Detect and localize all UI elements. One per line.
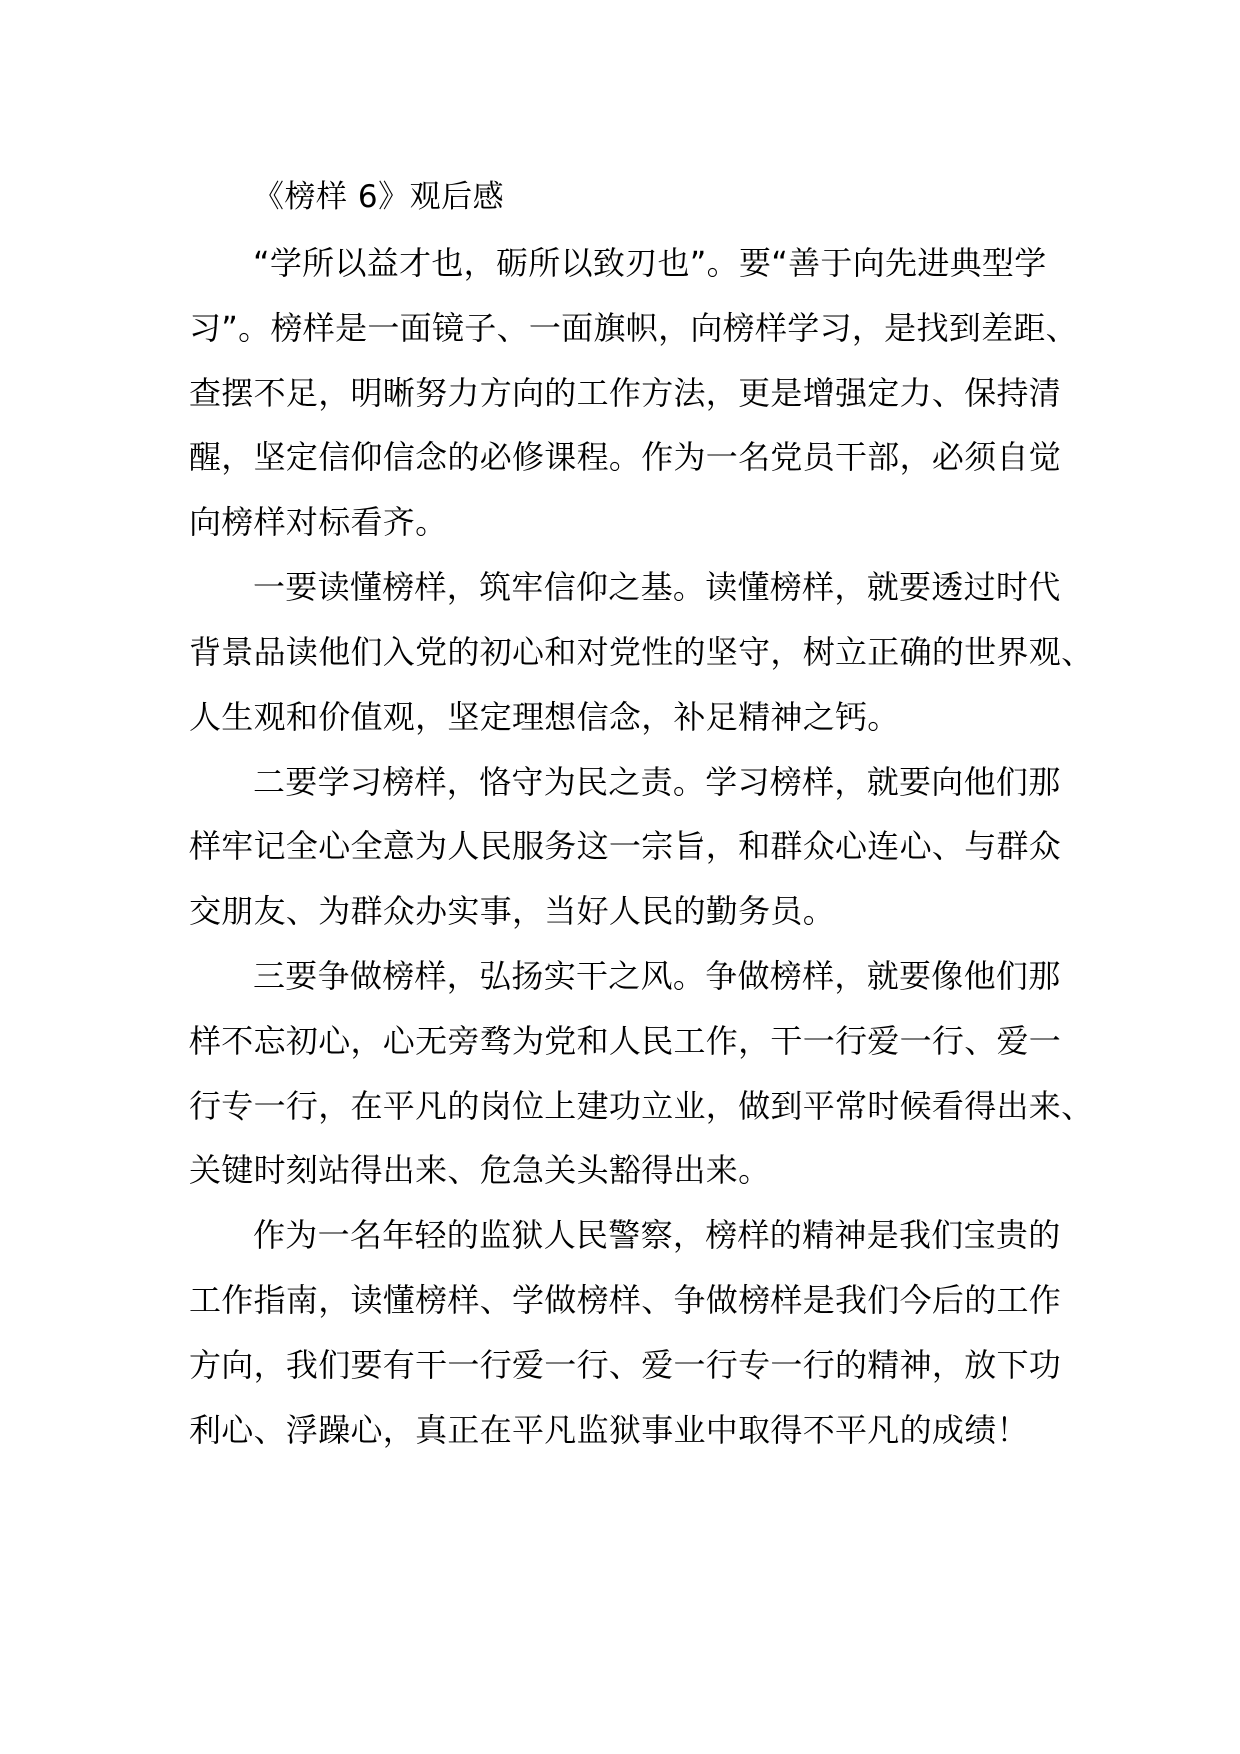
text-line: 样牢记全心全意为人民服务这一宗旨，和群众心连心、与群众 [189,827,1062,865]
text-line: 利心、浮躁心，真正在平凡监狱事业中取得不平凡的成绩！ [189,1411,1029,1449]
text-line: 三要争做榜样，弘扬实干之风。争做榜样，就要像他们那 [253,957,1061,995]
text-line: 向榜样对标看齐。 [189,503,448,541]
text-line: 二要学习榜样，恪守为民之责。学习榜样，就要向他们那 [253,763,1061,801]
text-line: 工作指南，读懂榜样、学做榜样、争做榜样是我们今后的工作 [189,1281,1062,1319]
text-line: 一要读懂榜样，筑牢信仰之基。读懂榜样，就要透过时代 [253,568,1061,606]
text-line: 醒，坚定信仰信念的必修课程。作为一名党员干部，必须自觉 [189,438,1062,476]
text-line: 样不忘初心，心无旁骛为党和人民工作，干一行爱一行、爱一 [189,1022,1062,1060]
text-line: 背景品读他们入党的初心和对党性的坚守，树立正确的世界观、 [189,633,1094,671]
text-line: 关键时刻站得出来、危急关头豁得出来。 [189,1151,771,1189]
text-line: 人生观和价值观，坚定理想信念，补足精神之钙。 [189,698,900,736]
text-line: “学所以益才也，砺所以致刃也”。要“善于向先进典型学 [253,244,1047,282]
text-line: 作为一名年轻的监狱人民警察，榜样的精神是我们宝贵的 [253,1216,1061,1254]
document-title: 《榜样 6》观后感 [253,179,505,215]
text-line: 行专一行，在平凡的岗位上建功立业，做到平常时候看得出来、 [189,1087,1094,1125]
text-line: 方向，我们要有干一行爱一行、爱一行专一行的精神，放下功 [189,1346,1062,1384]
text-line: 习”。榜样是一面镜子、一面旗帜，向榜样学习，是找到差距、 [189,309,1078,347]
text-line: 查摆不足，明晰努力方向的工作方法，更是增强定力、保持清 [189,374,1062,412]
text-line: 交朋友、为群众办实事，当好人民的勤务员。 [189,892,836,930]
